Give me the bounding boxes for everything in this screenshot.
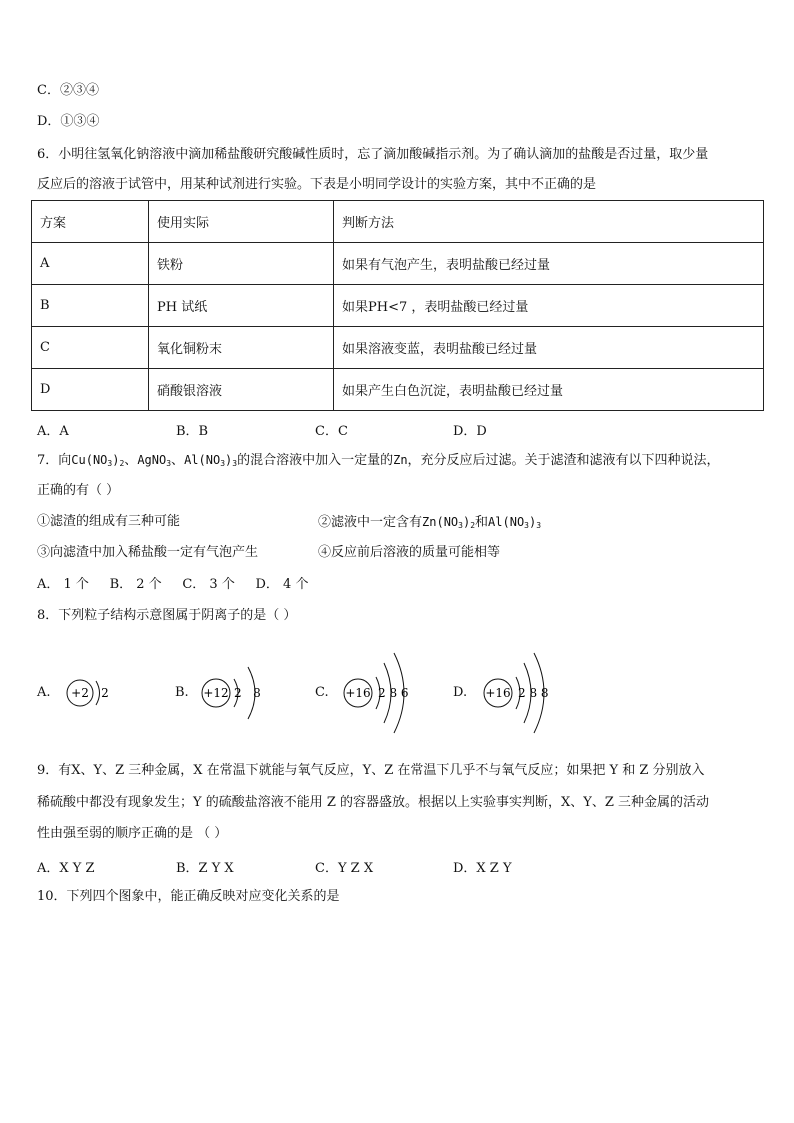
q9-option-a: A．X Y Z bbox=[37, 861, 95, 876]
shell-electrons: 2 8 8 bbox=[518, 686, 549, 700]
nucleus-charge: +2 bbox=[71, 686, 89, 700]
table-cell: PH 试纸 bbox=[149, 285, 334, 327]
table-cell: 如果有气泡产生，表明盐酸已经过量 bbox=[334, 243, 764, 285]
formula-al-nitrate-2: $Al(NO_3)_3$ bbox=[488, 515, 542, 530]
q6-option-d: D．D bbox=[453, 424, 487, 439]
q7-stem-line1: 7．向$Cu(NO_3)_2$、AgNO$_3$、$Al(NO_3)_3$的混合溶液中加入一定量的Zn，充分反应后过滤。关于滤渣和滤液有以下四种说法， bbox=[37, 453, 720, 468]
table-cell: 如果PH<7 ，表明盐酸已经过量 bbox=[334, 285, 764, 327]
table-header-row bbox=[32, 201, 764, 243]
q7-options: A． 1 个 B． 2 个 C． 3 个 D． 4 个 bbox=[37, 577, 309, 592]
formula-ag-nitrate: AgNO$_3$ bbox=[137, 453, 172, 468]
electron-shell-arc bbox=[96, 681, 100, 705]
q9-stem-line1: 9．有X、Y、Z 三种金属，X 在常温下就能与氧气反应，Y、Z 在常温下几乎不与氧气反应；如果把 Y 和 Z 分别放入 bbox=[37, 763, 705, 778]
formula-zn: Zn bbox=[393, 453, 408, 467]
q9-option-d: D．X Z Y bbox=[453, 861, 512, 876]
table-row bbox=[32, 285, 764, 327]
shell-electrons: 2 8 6 bbox=[378, 686, 409, 700]
q5-option-d: D．①③④ bbox=[37, 114, 100, 129]
atom-diagram-d bbox=[480, 645, 570, 735]
q10-stem: 10．下列四个图象中，能正确反映对应变化关系的是 bbox=[37, 889, 340, 904]
atom-diagram-b bbox=[196, 645, 286, 735]
q6-plan-table bbox=[31, 200, 764, 411]
q7-statement-4: ④反应前后溶液的质量可能相等 bbox=[318, 545, 501, 560]
q9-stem-line3: 性由强至弱的顺序正确的是 （ ） bbox=[37, 826, 228, 841]
formula-cu-nitrate: $Cu(NO_3)_2$ bbox=[71, 453, 125, 468]
table-row bbox=[32, 243, 764, 285]
q7-statement-1: ①滤渣的组成有三种可能 bbox=[37, 514, 181, 529]
table-row bbox=[32, 327, 764, 369]
table-cell: 铁粉 bbox=[149, 243, 334, 285]
q6-option-b: B．B bbox=[176, 424, 209, 439]
table-cell: 如果溶液变蓝，表明盐酸已经过量 bbox=[334, 327, 764, 369]
q7-statement-2: ②滤液中一定含有$Zn(NO_3)_2$和$Al(NO_3)_3$ bbox=[318, 515, 542, 530]
q8-option-a-label: A. bbox=[37, 685, 51, 700]
header-reagent: 使用实际 bbox=[149, 201, 334, 243]
nucleus-charge: +12 bbox=[203, 686, 229, 700]
q9-option-c: C．Y Z X bbox=[315, 861, 374, 876]
table-cell: 如果产生白色沉淀，表明盐酸已经过量 bbox=[334, 369, 764, 411]
table-cell: 氧化铜粉末 bbox=[149, 327, 334, 369]
formula-zn-nitrate: $Zn(NO_3)_2$ bbox=[422, 515, 476, 530]
q9-option-b: B．Z Y X bbox=[176, 861, 234, 876]
table-cell: A bbox=[32, 243, 149, 285]
table-cell: D bbox=[32, 369, 149, 411]
header-method: 判断方法 bbox=[334, 201, 764, 243]
q8-option-d-label: D. bbox=[453, 685, 468, 700]
table-row bbox=[32, 369, 764, 411]
shell-electrons: 2 8 bbox=[234, 686, 261, 700]
q6-option-c: C．C bbox=[315, 424, 348, 439]
atom-diagram-c bbox=[338, 645, 428, 735]
table-cell: B bbox=[32, 285, 149, 327]
formula-al-nitrate: $Al(NO_3)_3$ bbox=[184, 453, 238, 468]
table-cell: C bbox=[32, 327, 149, 369]
q7-stem-start: 7．向 bbox=[37, 453, 72, 468]
table-cell: 硝酸银溶液 bbox=[149, 369, 334, 411]
q9-stem-line2: 稀硫酸中都没有现象发生；Y 的硫酸盐溶液不能用 Z 的容器盛放。根据以上实验事实判断，X、Y、Z 三种金属的活动 bbox=[37, 795, 710, 810]
nucleus-charge: +16 bbox=[485, 686, 511, 700]
nucleus-charge: +16 bbox=[345, 686, 371, 700]
q8-option-b-label: B. bbox=[175, 685, 189, 700]
q6-stem-line2: 反应后的溶液于试管中，用某种试剂进行实验。下表是小明同学设计的实验方案，其中不正确的是 bbox=[37, 177, 597, 192]
q6-option-a: A．A bbox=[37, 424, 69, 439]
shell-electrons: 2 bbox=[101, 686, 109, 700]
atom-diagram-a bbox=[60, 645, 130, 735]
q7-statement-3: ③向滤渣中加入稀盐酸一定有气泡产生 bbox=[37, 545, 259, 560]
q6-stem-line1: 6．小明往氢氧化钠溶液中滴加稀盐酸研究酸碱性质时，忘了滴加酸碱指示剂。为了确认滴加的盐酸是否过量，取少量 bbox=[37, 147, 709, 162]
header-plan: 方案 bbox=[32, 201, 149, 243]
q7-stem-line2: 正确的有（ ） bbox=[37, 483, 120, 498]
q5-option-c: C．②③④ bbox=[37, 83, 99, 98]
q8-option-c-label: C. bbox=[315, 685, 329, 700]
q8-stem: 8．下列粒子结构示意图属于阴离子的是（ ） bbox=[37, 608, 297, 623]
